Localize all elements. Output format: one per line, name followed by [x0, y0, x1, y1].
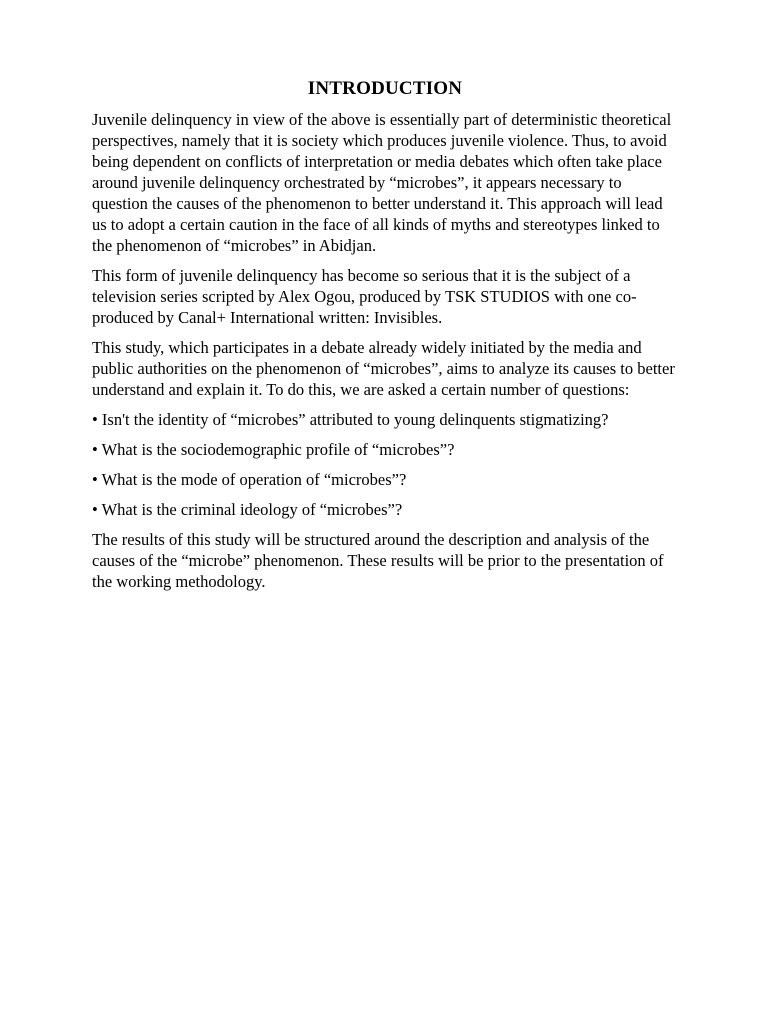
list-item: • Isn't the identity of “microbes” attributed to young delinquents stigmatizing? [92, 410, 609, 429]
paragraph-study-aim: This study, which participates in a debate already widely initiated by the media and public authorities on the phenomenon of “microbes”, aims to analyze its causes to better understand and explain it. To do this, we are asked a certain number of questions: [92, 338, 675, 399]
document-page [92, 78, 678, 601]
question-list [92, 409, 678, 520]
paragraph-intro: Juvenile delinquency in view of the above is essentially part of deterministic theoretical perspectives, namely that it is society which produces juvenile violence. Thus, to avoid being dependent on conflicts of interpretation or media debates which often take place around juvenile delinquency orchestrated by “microbes”, it appears necessary to question the causes of the phenomenon to better understand it. This approach will lead us to adopt a certain caution in the face of all kinds of myths and stereotypes linked to the phenomenon of “microbes” in Abidjan. [92, 110, 672, 255]
list-item: • What is the criminal ideology of “microbes”? [92, 500, 403, 519]
paragraph-television-series: This form of juvenile delinquency has become so serious that it is the subject of a television series scripted by Alex Ogou, produced by TSK STUDIOS with one co-produced by Canal+ International written: Invisibles. [92, 266, 637, 327]
paragraph-closing: The results of this study will be structured around the description and analysis of the causes of the “microbe” phenomenon. These results will be prior to the presentation of the working methodology. [92, 530, 664, 591]
list-item: • What is the mode of operation of “microbes”? [92, 470, 407, 489]
list-item: • What is the sociodemographic profile of “microbes”? [92, 440, 455, 459]
page-title: INTRODUCTION [307, 78, 463, 99]
